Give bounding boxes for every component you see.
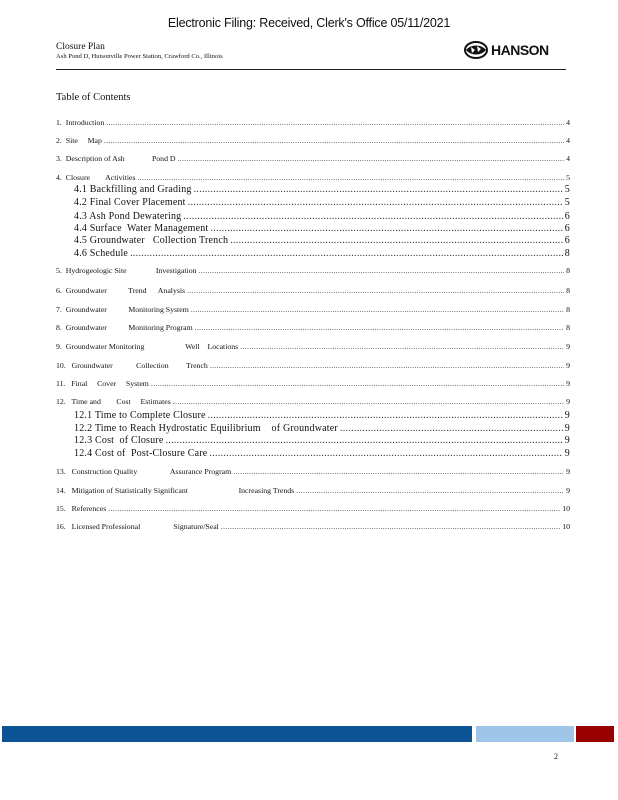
toc-entry-page: 5 — [564, 184, 570, 195]
toc-entry — [74, 448, 570, 459]
toc-entry-label: 12.3 Cost of Closure — [74, 435, 164, 446]
toc-entry-page: 9 — [564, 448, 570, 459]
toc-entry-label: 11. Final Cover System — [56, 379, 149, 388]
toc-entry-label: 4. Closure Activities — [56, 173, 136, 182]
toc-entry — [56, 504, 570, 513]
toc-entry-label: 4.1 Backfilling and Grading — [74, 184, 192, 195]
toc-entry-label: 4.3 Ash Pond Dewatering — [74, 211, 182, 222]
toc-entry-page: 4 — [566, 118, 570, 127]
toc-entry-page: 4 — [566, 136, 570, 145]
toc-entry — [56, 323, 570, 332]
toc-entry-label: 4.4 Surface Water Management — [74, 223, 209, 234]
toc-entry — [74, 410, 570, 421]
toc-entry-page: 4 — [566, 154, 570, 163]
toc-entry-label: 12.1 Time to Complete Closure — [74, 410, 206, 421]
logo-text: HANSON — [491, 42, 549, 58]
toc-entry-page: 5 — [564, 197, 570, 208]
toc-entry-label: 12. Time and Cost Estimates — [56, 397, 171, 406]
toc-leader-dots — [210, 223, 562, 234]
toc-entry-page: 10 — [562, 504, 570, 513]
header-divider — [56, 69, 566, 70]
toc-entry-page: 8 — [566, 286, 570, 295]
toc-leader-dots — [191, 305, 564, 314]
toc-entry-page: 8 — [564, 248, 570, 259]
toc-leader-dots — [230, 235, 563, 246]
toc-entry-page: 5 — [566, 173, 570, 182]
toc-leader-dots — [209, 448, 562, 459]
toc-entry — [56, 522, 570, 531]
toc-entry-page: 9 — [566, 342, 570, 351]
toc-entry-label: 3. Description of Ash Pond D — [56, 154, 176, 163]
toc-entry-label: 4.5 Groundwater Collection Trench — [74, 235, 229, 246]
toc-entry — [56, 136, 570, 145]
toc-entry — [74, 223, 570, 234]
toc-entry — [74, 435, 570, 446]
toc-leader-dots — [178, 154, 565, 163]
toc-leader-dots — [233, 467, 564, 476]
toc-leader-dots — [195, 323, 564, 332]
toc-entry — [56, 173, 570, 182]
toc-entry-page: 8 — [566, 305, 570, 314]
toc-entry-page: 6 — [564, 211, 570, 222]
toc-leader-dots — [104, 136, 564, 145]
toc-entry-label: 14. Mitigation of Statistically Significant Increasing Trends — [56, 486, 295, 495]
toc-leader-dots — [106, 118, 564, 127]
toc-entry-page: 9 — [564, 423, 570, 434]
toc-entry — [56, 118, 570, 127]
toc-leader-dots — [188, 197, 563, 208]
toc-entry-label: 10. Groundwater Collection Trench — [56, 361, 208, 370]
toc-leader-dots — [187, 286, 564, 295]
toc-entry-label: 13. Construction Quality Assurance Program — [56, 467, 232, 476]
toc-entry-label: 8. Groundwater Monitoring Program — [56, 323, 193, 332]
toc-entry — [56, 467, 570, 476]
toc-entry-label: 4.2 Final Cover Placement — [74, 197, 186, 208]
header-title: Closure Plan — [56, 42, 105, 52]
toc-entry-page: 10 — [562, 522, 570, 531]
toc-leader-dots — [151, 379, 564, 388]
toc-entry-page: 9 — [566, 361, 570, 370]
toc-title: Table of Contents — [56, 92, 131, 103]
toc-leader-dots — [130, 248, 563, 259]
toc-entry-label: 4.6 Schedule — [74, 248, 129, 259]
toc-leader-dots — [221, 522, 560, 531]
hanson-logo — [463, 41, 549, 59]
toc-entry-page: 6 — [564, 235, 570, 246]
toc-entry — [56, 154, 570, 163]
toc-entry-label: 16. Licensed Professional Signature/Seal — [56, 522, 219, 531]
filing-stamp: Electronic Filing: Received, Clerk's Office 05/11/2021 — [167, 16, 451, 30]
toc-entry — [56, 397, 570, 406]
toc-entry — [56, 342, 570, 351]
toc-leader-dots — [137, 173, 564, 182]
toc-entry — [56, 286, 570, 295]
toc-entry-label: 15. References — [56, 504, 107, 513]
footer-bar-light — [476, 726, 574, 742]
toc-entry — [74, 248, 570, 259]
toc-entry — [56, 486, 570, 495]
toc-leader-dots — [194, 184, 563, 195]
toc-leader-dots — [296, 486, 564, 495]
toc-entry-label: 9. Groundwater Monitoring Well Locations — [56, 342, 239, 351]
page-number: 2 — [554, 752, 558, 761]
toc-entry-label: 7. Groundwater Monitoring System — [56, 305, 189, 314]
toc-entry-label: 12.4 Cost of Post-Closure Care — [74, 448, 208, 459]
toc-entry-label: 5. Hydrogeologic Site Investigation — [56, 266, 197, 275]
toc-entry-page: 8 — [566, 323, 570, 332]
toc-entry-page: 9 — [566, 467, 570, 476]
header-subtitle: Ash Pond D, Hutsonville Power Station, Crawford Co., Illinois — [56, 53, 223, 60]
toc-entry-page: 9 — [564, 435, 570, 446]
toc-entry-page: 9 — [566, 379, 570, 388]
toc-entry — [56, 379, 570, 388]
footer-bar-dark — [2, 726, 472, 742]
toc-entry — [74, 423, 570, 434]
toc-entry — [74, 211, 570, 222]
toc-entry-label: 1. Introduction — [56, 118, 105, 127]
toc-leader-dots — [199, 266, 565, 275]
toc-entry — [56, 305, 570, 314]
toc-leader-dots — [165, 435, 562, 446]
toc-leader-dots — [108, 504, 560, 513]
toc-entry — [74, 197, 570, 208]
toc-entry-page: 8 — [566, 266, 570, 275]
toc-leader-dots — [208, 410, 563, 421]
toc-entry-page: 9 — [566, 486, 570, 495]
toc-leader-dots — [340, 423, 563, 434]
toc-leader-dots — [183, 211, 562, 222]
toc-entry-label: 12.2 Time to Reach Hydrostatic Equilibrium of Groundwater — [74, 423, 338, 434]
toc-entry-page: 6 — [564, 223, 570, 234]
toc-entry-label: 2. Site Map — [56, 136, 102, 145]
toc-entry-page: 9 — [564, 410, 570, 421]
toc-entry-page: 9 — [566, 397, 570, 406]
toc-entry — [74, 235, 570, 246]
toc-leader-dots — [210, 361, 564, 370]
globe-icon — [463, 41, 489, 59]
footer-bar-red — [576, 726, 614, 742]
toc-leader-dots — [173, 397, 564, 406]
toc-leader-dots — [240, 342, 564, 351]
toc-entry-label: 6. Groundwater Trend Analysis — [56, 286, 186, 295]
toc-entry — [74, 184, 570, 195]
toc-entry — [56, 361, 570, 370]
toc-entry — [56, 266, 570, 275]
